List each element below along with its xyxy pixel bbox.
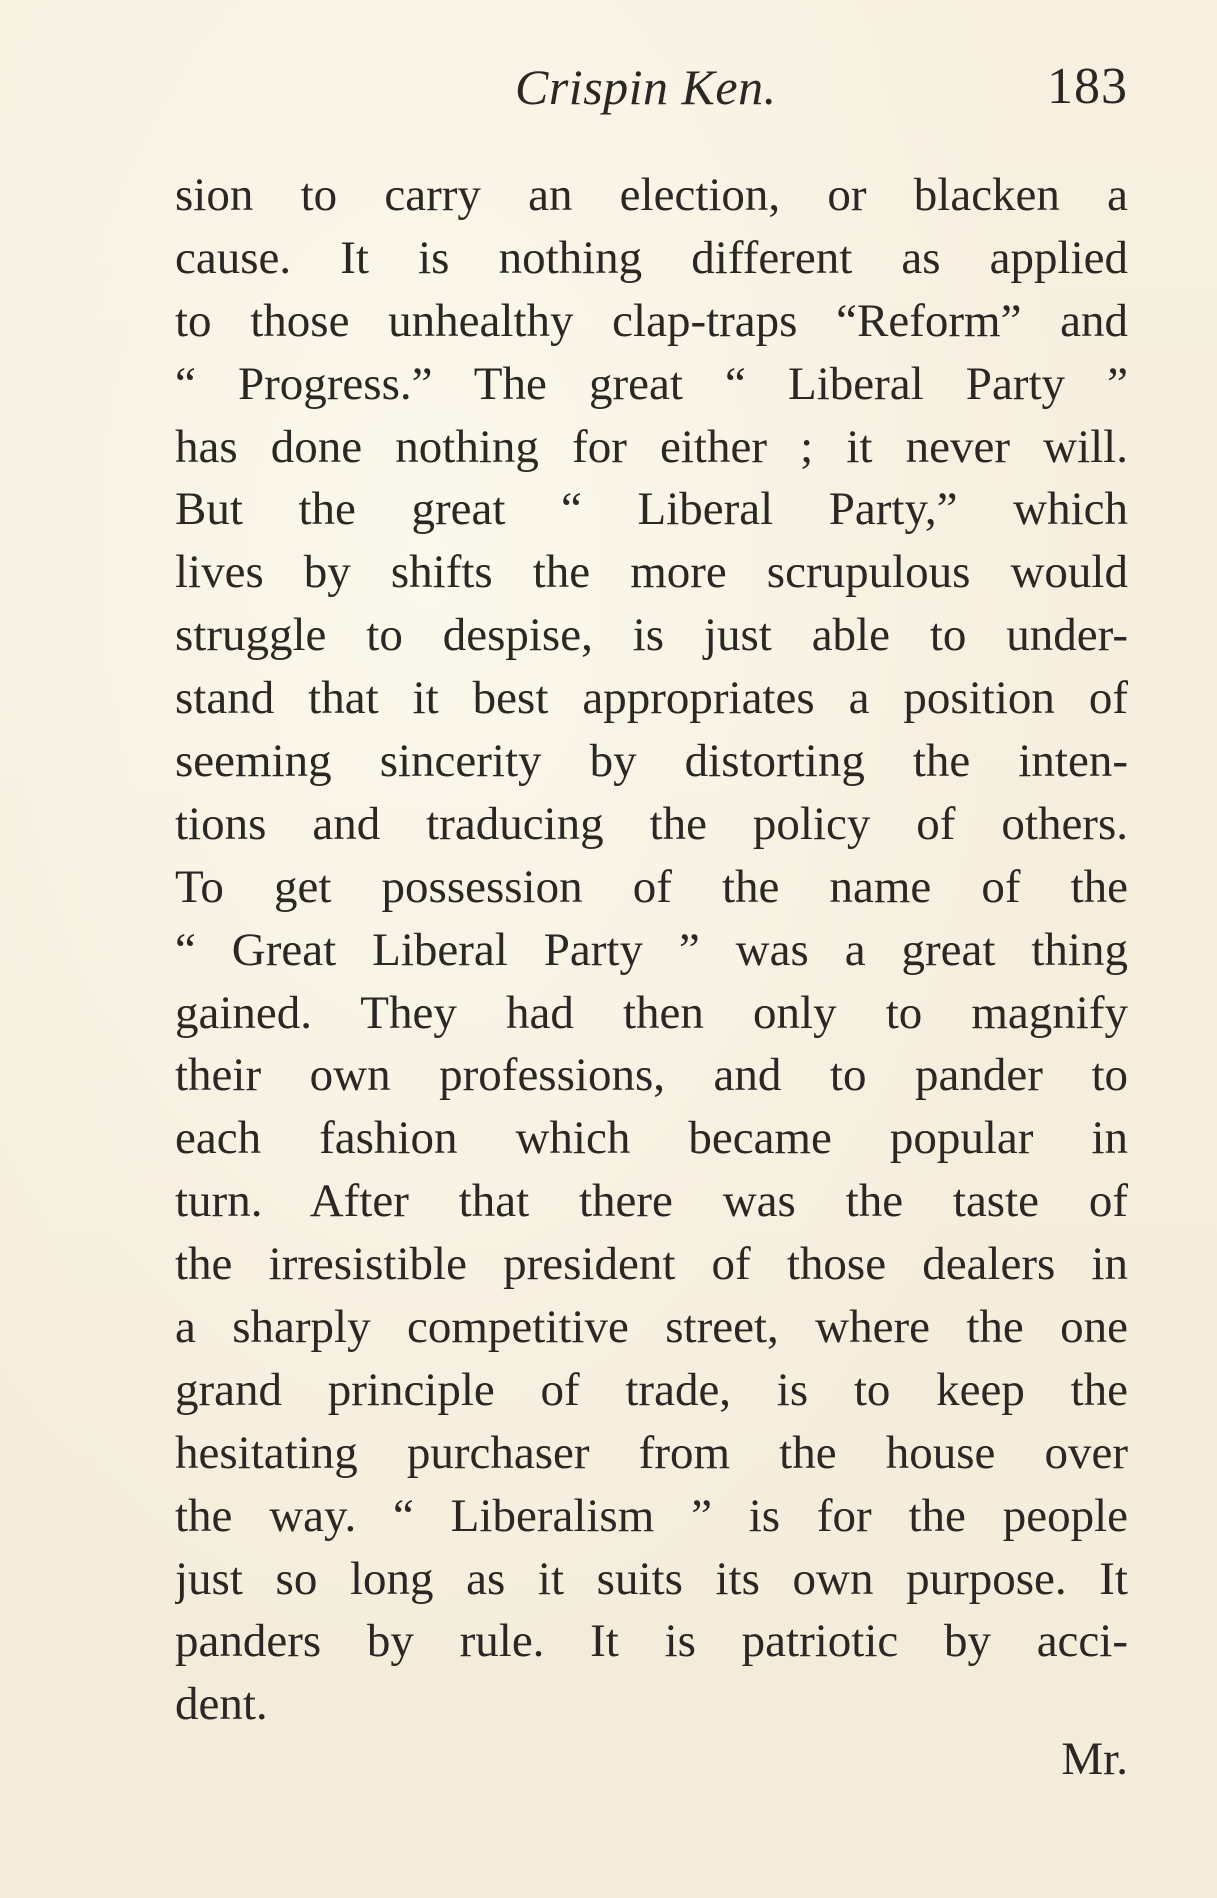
text-line: seeming sincerity by distorting the inten- — [175, 735, 1128, 788]
text-line: grand principle of trade, is to keep the — [175, 1363, 1128, 1416]
text-line-last: dent. — [175, 1678, 268, 1731]
page-number: 183 — [1047, 58, 1128, 115]
running-title: Crispin Ken. — [515, 59, 777, 115]
text-line: gained. They had then only to magnify — [175, 986, 1128, 1039]
text-line: “ Great Liberal Party ” was a great thing — [175, 923, 1128, 976]
text-line: stand that it best appropriates a position of — [175, 672, 1128, 725]
text-line: struggle to despise, is just able to under- — [175, 609, 1128, 662]
text-line: turn. After that there was the taste of — [175, 1175, 1128, 1228]
text-line: To get possession of the name of the — [175, 860, 1128, 913]
text-line: tions and traducing the policy of others. — [175, 797, 1128, 850]
body-text — [175, 164, 1128, 1736]
text-line: the way. “ Liberalism ” is for the people — [175, 1489, 1128, 1542]
text-line: each fashion which became popular in — [175, 1112, 1128, 1165]
text-line: has done nothing for either ; it never will. — [175, 420, 1128, 473]
text-line: panders by rule. It is patriotic by acci- — [175, 1615, 1128, 1668]
text-line: lives by shifts the more scrupulous would — [175, 546, 1128, 599]
text-line: their own professions, and to pander to — [175, 1049, 1128, 1102]
text-line: hesitating purchaser from the house over — [175, 1426, 1128, 1479]
text-line: to those unhealthy clap-traps “Reform” and — [175, 294, 1128, 347]
text-line: sion to carry an election, or blacken a — [175, 169, 1128, 221]
text-line: But the great “ Liberal Party,” which — [175, 483, 1128, 536]
text-line: “ Progress.” The great “ Liberal Party ” — [175, 357, 1128, 410]
text-line: cause. It is nothing different as applied — [175, 231, 1128, 284]
catchword: Mr. — [1061, 1733, 1128, 1785]
text-line: just so long as it suits its own purpose. It — [175, 1552, 1128, 1605]
text-line: a sharply competitive street, where the one — [175, 1301, 1128, 1354]
running-head — [175, 52, 1128, 122]
text-line: the irresistible president of those dealers in — [175, 1238, 1128, 1291]
